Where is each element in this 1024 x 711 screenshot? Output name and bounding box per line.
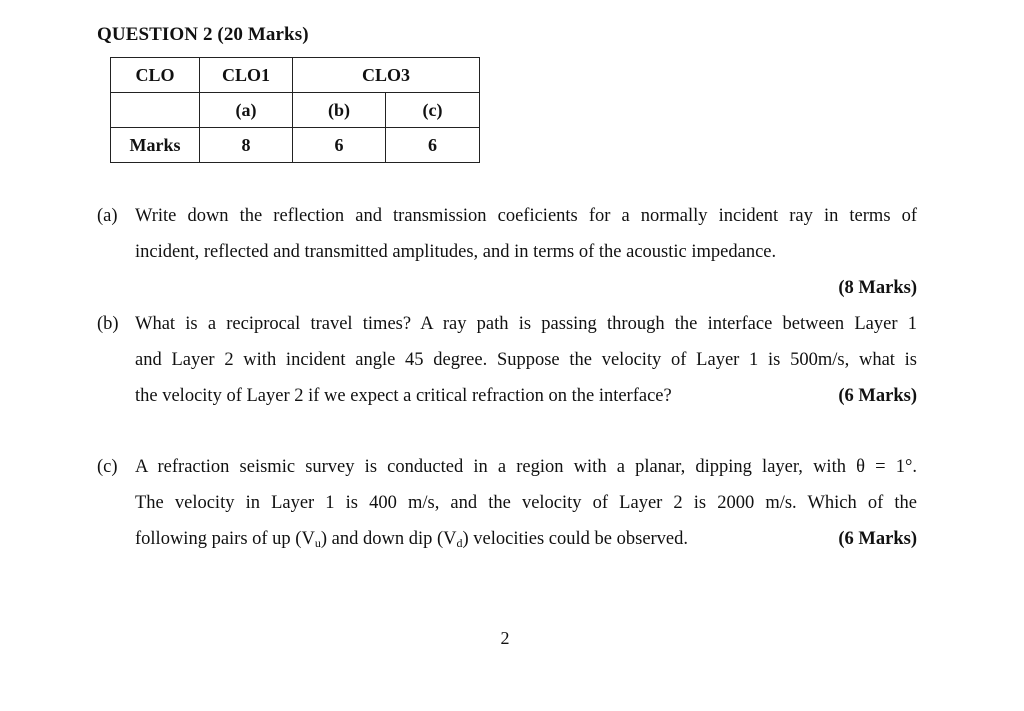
table-cell-empty [111,93,200,128]
question-b-line-3-row [135,378,917,414]
question-c-line-2: The velocity in Layer 1 is 400 m/s, and the velocity of Layer 2 is 2000 m/s. Which of the [135,493,917,513]
question-a-line-1: Write down the reflection and transmission coeficients for a normally incident ray in terms of [135,206,917,226]
table-cell-part-b: (b) [293,93,386,128]
table-cell-marks-c: 6 [386,128,480,163]
table-cell-clo: CLO [111,58,200,93]
question-b-line-1: What is a reciprocal travel times? A ray path is passing through the interface between Layer 1 [135,314,917,334]
table-row [111,128,480,163]
table-row [111,93,480,128]
question-b-line-2: and Layer 2 with incident angle 45 degree. Suppose the velocity of Layer 1 is 500m/s, what is [135,350,917,370]
question-b-line-3: the velocity of Layer 2 if we expect a critical refraction on the interface? [135,386,672,406]
table-cell-marks-label: Marks [111,128,200,163]
question-c-line-3-row [135,521,917,561]
question-a-marks: (8 Marks) [838,278,917,298]
question-c-line-3: following pairs of up $(V_u)$ and down dip $(V_d)$ velocities could be observed. [135,529,689,550]
question-c-line-1: A refraction seismic survey is conducted in a region with a planar, dipping layer, with θ = 1°. [135,457,917,477]
table-cell-clo3: CLO3 [293,58,480,93]
table-cell-clo1: CLO1 [200,58,293,93]
table-cell-marks-b: 6 [293,128,386,163]
question-c-marks: (6 Marks) [838,529,917,549]
table-cell-marks-a: 8 [200,128,293,163]
question-a-label: (a) [97,206,118,226]
question-c-label: (c) [97,457,118,477]
page-number: 2 [500,628,510,648]
table-cell-part-c: (c) [386,93,480,128]
table-cell-part-a: (a) [200,93,293,128]
question-b-label: (b) [97,314,119,334]
question-a [97,198,917,306]
table-row [111,58,480,93]
question-heading: QUESTION 2 (20 Marks) [97,24,309,45]
question-a-line-2: incident, reflected and transmitted amplitudes, and in terms of the acoustic impedance. [135,242,777,262]
clo-marks-table [110,57,480,163]
question-b-marks: (6 Marks) [838,386,917,406]
question-b [97,306,917,414]
question-c [97,449,917,561]
